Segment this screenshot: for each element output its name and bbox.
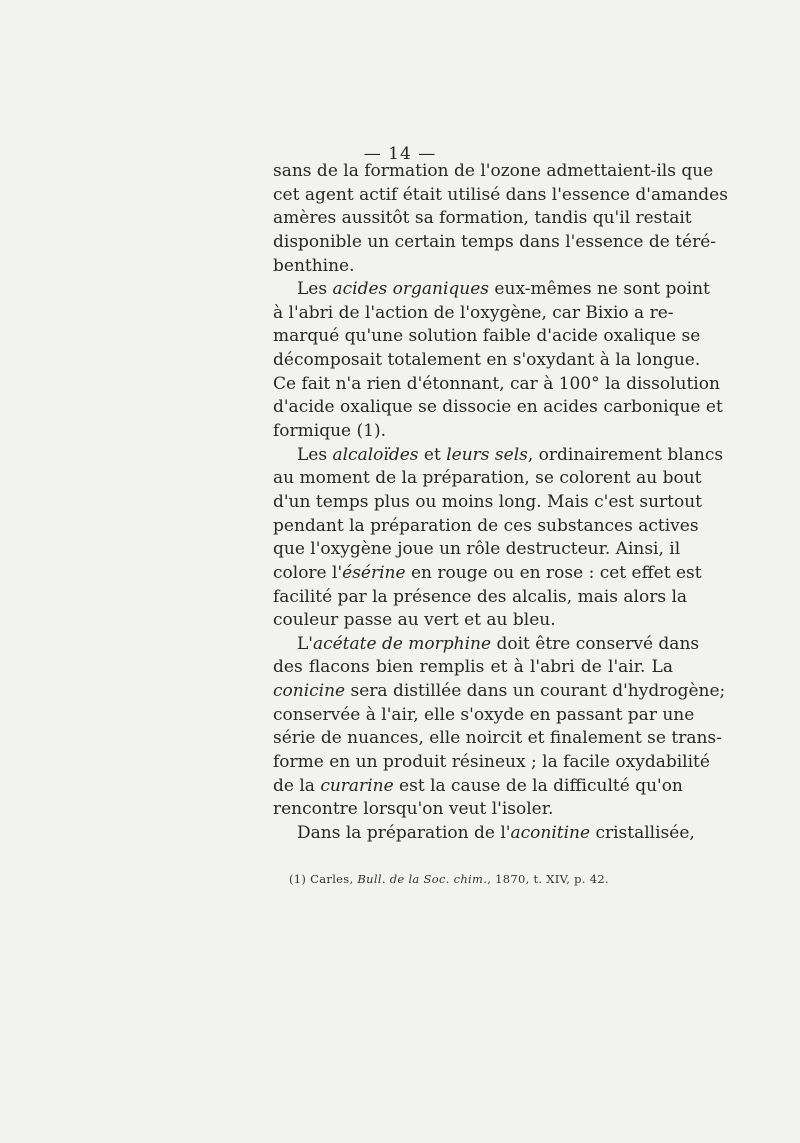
text-line: facilité par la présence des alcalis, mais alors la: [273, 586, 688, 607]
text-line: cet agent actif était utilisé dans l'essence d'amandes: [273, 184, 728, 205]
text-line: à l'abri de l'action de l'oxygène, car Bixio a re-: [273, 302, 674, 323]
emphasis-conicine: conicine: [273, 681, 346, 702]
text-span: et: [418, 444, 447, 465]
text-line: [273, 822, 695, 846]
text-line: décomposait totalement en s'oxydant à la longue.: [273, 350, 701, 371]
emphasis-alcaloides: alcaloïdes: [332, 444, 419, 465]
footnote-source: Bull. de la Soc. chim.: [357, 872, 488, 886]
text-span: en rouge ou en rose : cet effet est: [405, 562, 702, 583]
text-span: Les: [297, 279, 333, 300]
text-span: doit être conservé dans: [491, 633, 700, 654]
text-line: série de nuances, elle noircit et finalement se trans-: [273, 728, 722, 749]
text-span: cristallisée,: [590, 822, 695, 843]
footnote-details: , 1870, t. XIV, p. 42.: [487, 872, 609, 886]
text-span: sera distillée dans un courant d'hydrogène;: [345, 681, 726, 702]
emphasis-eserine: ésérine: [342, 562, 406, 583]
text-line: forme en un produit résineux ; la facile oxydabilité: [273, 752, 710, 773]
page-number: — 14 —: [363, 144, 437, 164]
text-span: , ordinairement blancs: [527, 444, 724, 465]
emphasis-aconitine: aconitine: [510, 822, 591, 843]
text-line: [273, 278, 710, 302]
emphasis-curarine: curarine: [320, 775, 394, 796]
text-line: benthine.: [273, 255, 355, 276]
text-line: d'acide oxalique se dissocie en acides carbonique et: [273, 397, 723, 418]
body-text: [273, 160, 728, 846]
text-line: formique (1).: [273, 421, 386, 442]
text-line: [273, 775, 683, 799]
text-line: [273, 633, 700, 657]
text-line: [273, 562, 702, 586]
text-line: [273, 444, 724, 468]
emphasis-leurs-sels: leurs sels: [446, 444, 528, 465]
text-line: couleur passe au vert et au bleu.: [273, 610, 556, 631]
text-line: pendant la préparation de ces substances actives: [273, 515, 699, 536]
text-line: disponible un certain temps dans l'essence de téré-: [273, 231, 716, 252]
text-span: Dans la préparation de l': [297, 822, 511, 843]
text-line: Ce fait n'a rien d'étonnant, car à 100° la dissolution: [273, 373, 720, 394]
footnote-marker: (1) Carles,: [289, 872, 358, 886]
text-line: que l'oxygène joue un rôle destructeur. Ainsi, il: [273, 539, 681, 560]
text-line: sans de la formation de l'ozone admettaient-ils que: [273, 161, 714, 181]
text-line: amères aussitôt sa formation, tandis qu'il restait: [273, 208, 692, 229]
text-line: marqué qu'une solution faible d'acide oxalique se: [273, 326, 701, 347]
text-line: d'un temps plus ou moins long. Mais c'est surtout: [273, 491, 703, 512]
emphasis-acides-organiques: acides organiques: [332, 279, 490, 300]
text-span: de la: [273, 775, 321, 796]
text-line: rencontre lorsqu'on veut l'isoler.: [273, 799, 554, 820]
text-span: L': [297, 633, 313, 654]
text-span: eux-mêmes ne sont point: [489, 279, 710, 300]
text-span: Les: [297, 444, 333, 465]
text-line: [273, 680, 726, 704]
text-line: au moment de la préparation, se colorent au bout: [273, 468, 702, 489]
text-span: est la cause de la difficulté qu'on: [393, 775, 683, 796]
text-span: colore l': [273, 562, 343, 583]
text-line: des flacons bien remplis et à l'abri de l'air. La: [273, 657, 673, 678]
text-line: conservée à l'air, elle s'oxyde en passant par une: [273, 704, 695, 725]
emphasis-acetate-de-morphine: acétate de morphine: [312, 633, 492, 654]
footnote: [289, 872, 609, 886]
